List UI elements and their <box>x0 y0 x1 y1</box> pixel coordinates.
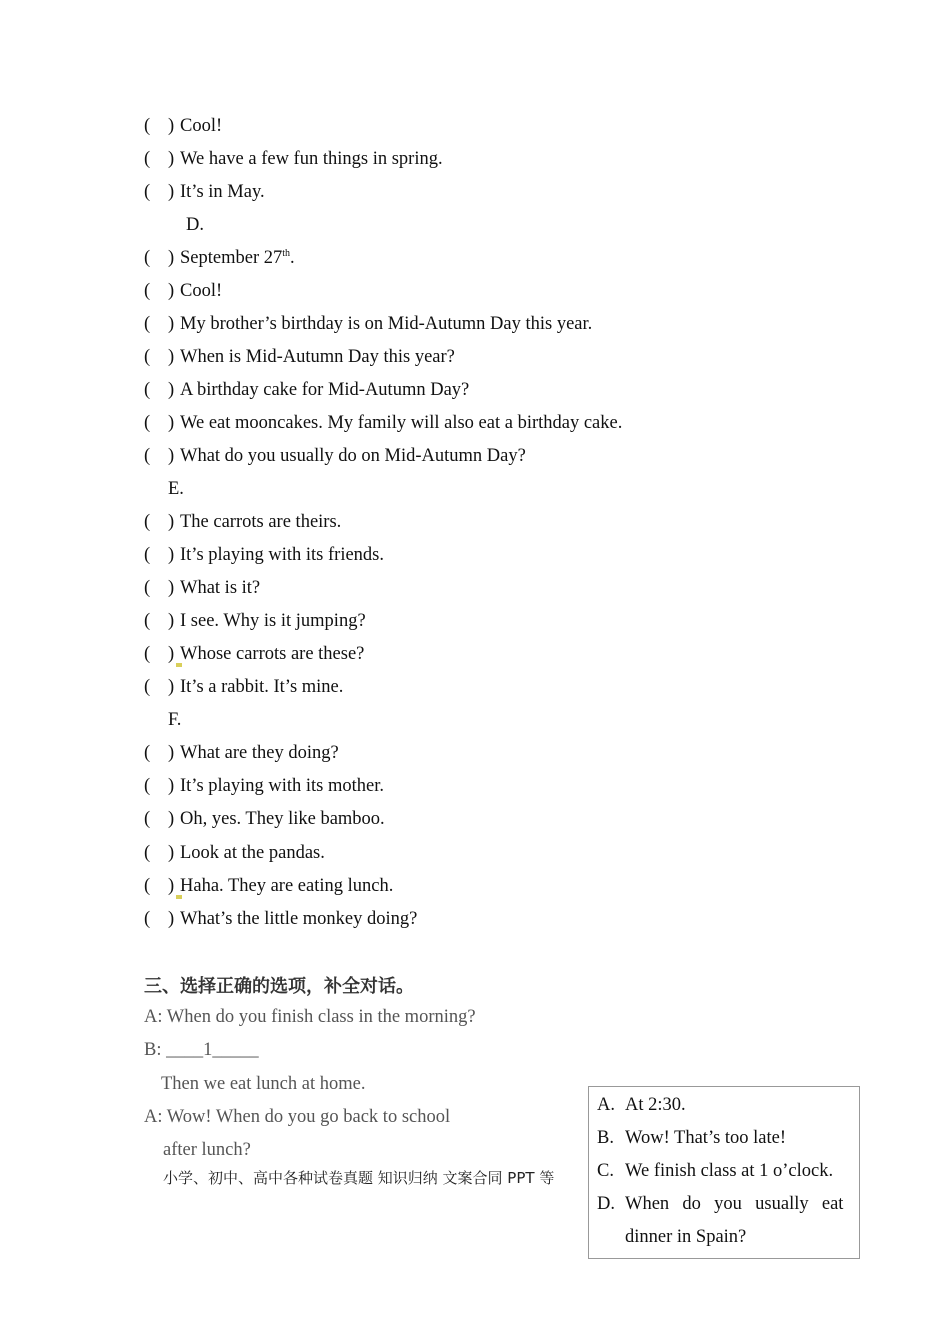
list-item: ( ) We have a few fun things in spring. <box>144 149 443 169</box>
dialogue-line: A: When do you finish class in the morning? <box>144 1007 476 1027</box>
group-label-d: D. <box>186 215 204 235</box>
list-item: ( ) What do you usually do on Mid-Autumn Day? <box>144 446 526 466</box>
group-label-f: F. <box>168 710 182 730</box>
list-item: ( ) September 27th. <box>144 248 295 268</box>
options-box: A. At 2:30. B. Wow! That’s too late! C. We finish class at 1 o’clock. D. When do you usually eat dinner in Spain? <box>588 1086 860 1259</box>
list-item: ( ) It’s playing with its friends. <box>144 545 384 565</box>
list-item: ( ) A birthday cake for Mid-Autumn Day? <box>144 380 470 400</box>
section-title: 三、选择正确的选项，补全对话。 <box>144 976 414 997</box>
list-item: ( ) What is it? <box>144 578 261 598</box>
list-item: ( ) The carrots are theirs. <box>144 512 342 532</box>
list-item: ( ) Whose carrots are these? <box>144 638 364 671</box>
footer-note: 小学、初中、高中各种试卷真题 知识归纳 文案合同 PPT 等 <box>163 1169 555 1187</box>
group-label-e: E. <box>168 479 184 499</box>
dialogue-line: B: ____1_____ <box>144 1040 259 1060</box>
list-item: ( ) Oh, yes. They like bamboo. <box>144 809 385 829</box>
list-item: ( ) What are they doing? <box>144 743 339 763</box>
list-item: ( ) Cool! <box>144 116 223 136</box>
dialogue-line: after lunch? <box>163 1140 251 1160</box>
list-item: ( ) We eat mooncakes. My family will also eat a birthday cake. <box>144 413 623 433</box>
dialogue-line: A: Wow! When do you go back to school <box>144 1107 451 1127</box>
list-item: ( ) It’s in May. <box>144 182 265 202</box>
list-item: ( ) What’s the little monkey doing? <box>144 909 418 929</box>
list-item: ( ) It’s playing with its mother. <box>144 776 385 796</box>
list-item: ( ) I see. Why is it jumping? <box>144 611 366 631</box>
list-item: ( ) It’s a rabbit. It’s mine. <box>144 677 344 697</box>
list-item: ( ) Haha. They are eating lunch. <box>144 870 393 903</box>
list-item: ( ) Look at the pandas. <box>144 843 325 863</box>
list-item: ( ) When is Mid-Autumn Day this year? <box>144 347 455 367</box>
list-item: ( ) My brother’s birthday is on Mid-Autumn Day this year. <box>144 314 593 334</box>
dialogue-line: Then we eat lunch at home. <box>161 1074 366 1094</box>
list-item: ( ) Cool! <box>144 281 223 301</box>
